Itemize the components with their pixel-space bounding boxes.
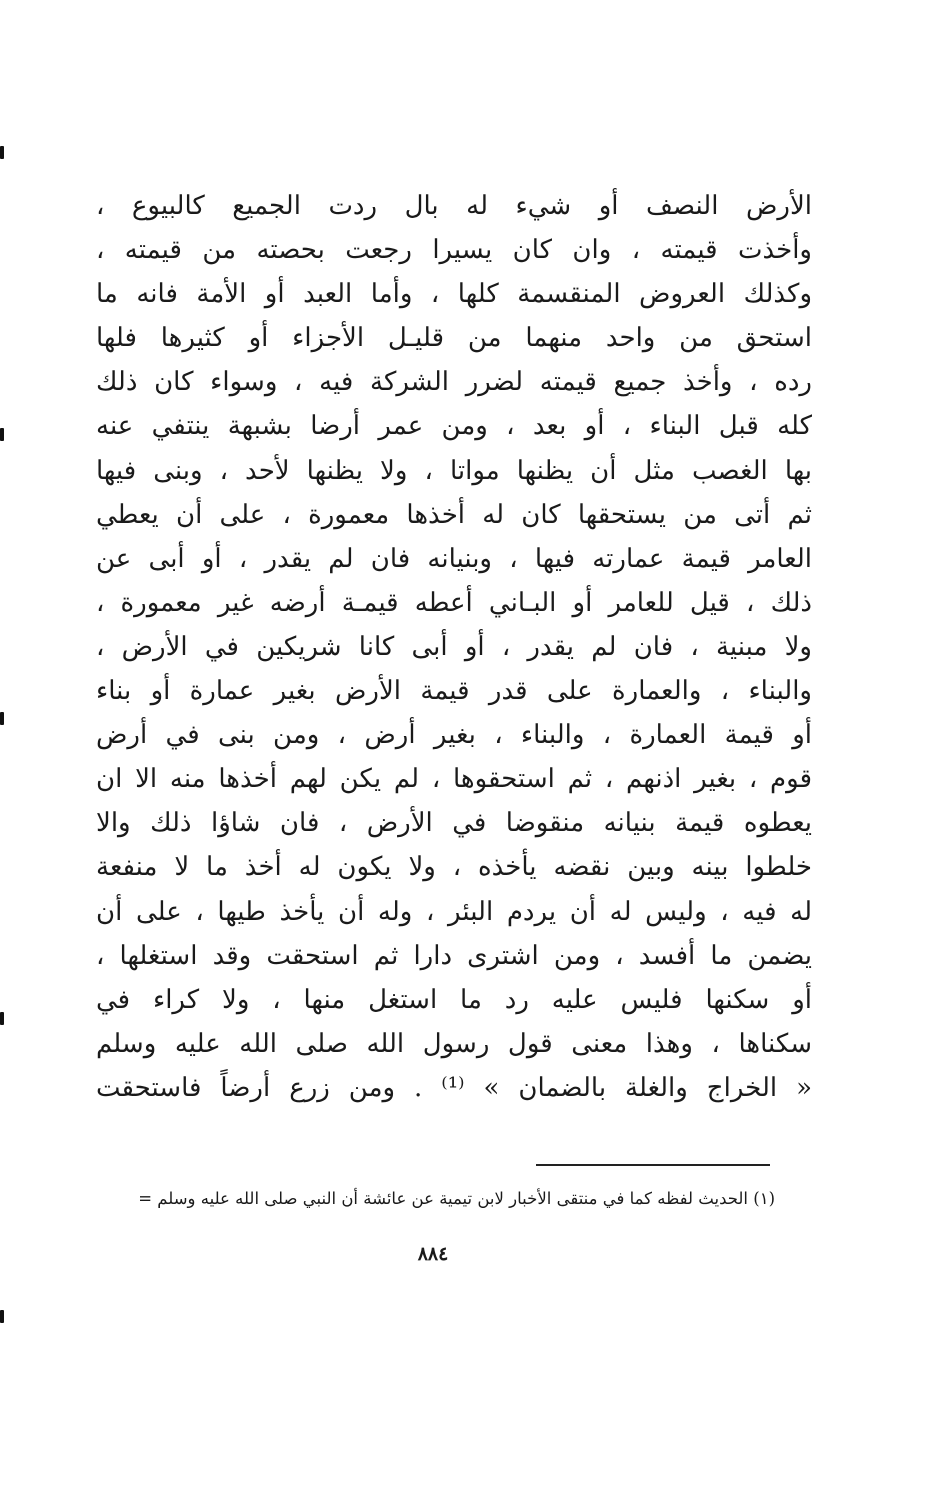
- text-line: ولا مبنية ، فان لم يقدر ، أو أبى كانا شريكين في الأرض ،: [96, 631, 812, 662]
- footnote: (١) الحديث لفظه كما في منتقى الأخبار لابن تيمية عن عائشة أن النبي صلى الله عليه وسلم =: [138, 1189, 775, 1208]
- text-line: خلطوا بينه وبين نقضه يأخذه ، ولا يكون له أخذ ما لا منفعة: [96, 852, 812, 883]
- text-line: ذلك ، قيل للعامر أو البـاني أعطه قيمـة أرضه غير معمورة ،: [96, 587, 812, 618]
- text-line: وأخذت قيمته ، وان كان يسيرا رجعت بحصته من قيمته ،: [96, 235, 812, 266]
- margin-mark: [0, 1012, 4, 1025]
- text-line: أو سكنها فليس عليه رد ما استغل منها ، ولا كراء في: [96, 984, 812, 1015]
- text-line: يعطوه قيمة بنيانه منقوضا في الأرض ، فان شاؤا ذلك والا: [96, 808, 812, 839]
- text-line: « الخراج والغلة بالضمان » ⁽¹⁾ . ومن زرع أرضاً فاستحقت: [96, 1072, 812, 1103]
- text-line: والبناء ، والعمارة على قدر قيمة الأرض بغير عمارة أو بناء: [96, 676, 812, 707]
- text-line: رده ، وأخذ جميع قيمته لضرر الشركة فيه ، وسواء كان ذلك: [96, 367, 812, 398]
- text-line: العامر قيمة عمارته فيها ، وبنيانه فان لم يقدر ، أو أبى عن: [96, 543, 812, 574]
- text-line: بها الغصب مثل أن يظنها مواتا ، ولا يظنها لأحد ، وبنى فيها: [96, 455, 812, 486]
- page-number: ٨٨٤: [417, 1243, 449, 1265]
- text-line: الأرض النصف أو شيء له بال ردت الجميع كالبيوع ،: [96, 191, 812, 221]
- text-line: سكناها ، وهذا معنى قول رسول الله صلى الله عليه وسلم: [96, 1028, 812, 1059]
- margin-mark: [0, 428, 4, 441]
- text-line: كله قبل البناء ، أو بعد ، ومن عمر أرضا بشبهة ينتفي عنه: [96, 411, 812, 442]
- text-line: له فيه ، وليس له أن يردم البئر ، وله أن يأخذ طيها ، على أن: [96, 896, 812, 927]
- text-line: يضمن ما أفسد ، ومن اشترى دارا ثم استحقت وقد استغلها ،: [96, 940, 812, 971]
- margin-mark: [0, 712, 4, 725]
- text-line: أو قيمة العمارة ، والبناء ، بغير أرض ، ومن بنى في أرض: [96, 720, 812, 751]
- text-line: استحق من واحد منهما من قليـل الأجزاء أو كثيرها فلها: [96, 323, 812, 354]
- footnote-separator: [536, 1164, 770, 1166]
- text-line: وكذلك العروض المنقسمة كلها ، وأما العبد أو الأمة فانه ما: [96, 279, 812, 310]
- body-text: [96, 184, 812, 1110]
- margin-mark: [0, 146, 4, 159]
- text-line: ثم أتى من يستحقها كان له أخذها معمورة ، على أن يعطي: [96, 499, 812, 530]
- text-line: قوم ، بغير اذنهم ، ثم استحقوها ، لم يكن لهم أخذها منه الا ان: [96, 764, 812, 795]
- margin-mark: [0, 1310, 4, 1323]
